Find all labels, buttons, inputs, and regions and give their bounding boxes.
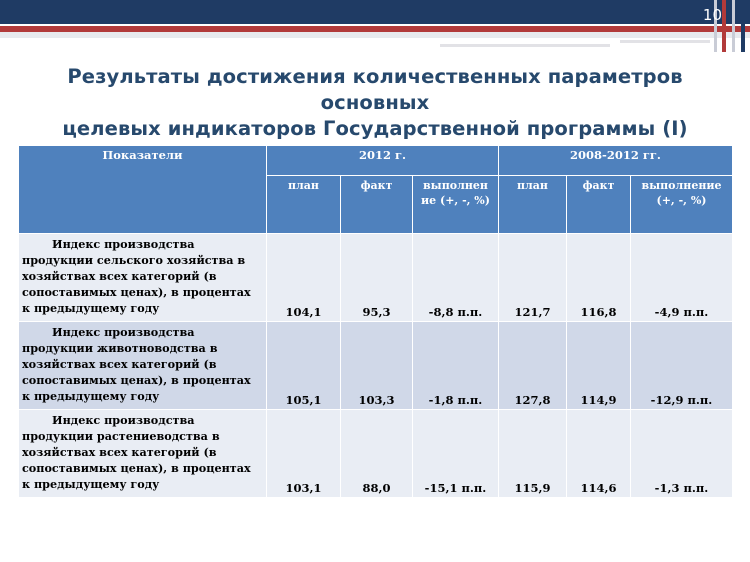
cell-fact-period: 116,8 — [567, 234, 631, 322]
cell-completion-2012: -15,1 п.п. — [413, 410, 499, 498]
cell-plan-period: 127,8 — [499, 322, 567, 410]
cell-completion-period: -12,9 п.п. — [631, 322, 733, 410]
subheader-plan: план — [267, 176, 341, 234]
subheader-completion: выполнен ие (+, -, %) — [413, 176, 499, 234]
slide-header-bar — [0, 0, 750, 24]
row-label-first-line: Индекс производства — [52, 413, 195, 427]
row-label-rest: продукции животноводства в хозяйствах всех категорий (в сопоставимых ценах), в процентах к предыдущему году — [22, 341, 251, 403]
cell-plan-period: 115,9 — [499, 410, 567, 498]
cell-fact-period: 114,6 — [567, 410, 631, 498]
cell-completion-period: -4,9 п.п. — [631, 234, 733, 322]
slide-title — [10, 64, 740, 142]
header-decor-line — [440, 44, 610, 47]
table-row — [19, 410, 733, 498]
header-accent-gray — [0, 32, 750, 38]
cell-fact-2012: 88,0 — [341, 410, 413, 498]
row-label — [19, 410, 267, 498]
slide-number: 10 — [702, 6, 722, 24]
row-label-first-line: Индекс производства — [52, 325, 195, 339]
cell-completion-2012: -1,8 п.п. — [413, 322, 499, 410]
subheader-plan: план — [499, 176, 567, 234]
header-period-2008-2012: 2008-2012 гг. — [499, 146, 733, 176]
cell-completion-2012: -8,8 п.п. — [413, 234, 499, 322]
header-period-2012: 2012 г. — [267, 146, 499, 176]
row-label-first-line: Индекс производства — [52, 237, 195, 251]
cell-plan-2012: 104,1 — [267, 234, 341, 322]
row-label-rest: продукции растениеводства в хозяйствах всех категорий (в сопоставимых ценах), в процентах к предыдущему году — [22, 429, 251, 491]
indicators-table — [18, 145, 733, 498]
row-label — [19, 234, 267, 322]
row-label-rest: продукции сельского хозяйства в хозяйствах всех категорий (в сопоставимых ценах), в процентах к предыдущему году — [22, 253, 251, 315]
header-indicator: Показатели — [19, 146, 267, 234]
slide-title-line: Результаты достижения количественных параметров основных — [67, 65, 683, 114]
table-header-row — [19, 146, 733, 176]
subheader-fact: факт — [567, 176, 631, 234]
header-decor-line — [620, 40, 710, 43]
subheader-completion: выполнение (+, -, %) — [631, 176, 733, 234]
cell-fact-period: 114,9 — [567, 322, 631, 410]
slide-title-line: целевых индикаторов Государственной программы (I) — [62, 117, 688, 140]
subheader-fact: факт — [341, 176, 413, 234]
cell-fact-2012: 95,3 — [341, 234, 413, 322]
cell-fact-2012: 103,3 — [341, 322, 413, 410]
cell-plan-2012: 105,1 — [267, 322, 341, 410]
cell-plan-2012: 103,1 — [267, 410, 341, 498]
row-label — [19, 322, 267, 410]
cell-completion-period: -1,3 п.п. — [631, 410, 733, 498]
cell-plan-period: 121,7 — [499, 234, 567, 322]
table-row — [19, 322, 733, 410]
table-row — [19, 234, 733, 322]
